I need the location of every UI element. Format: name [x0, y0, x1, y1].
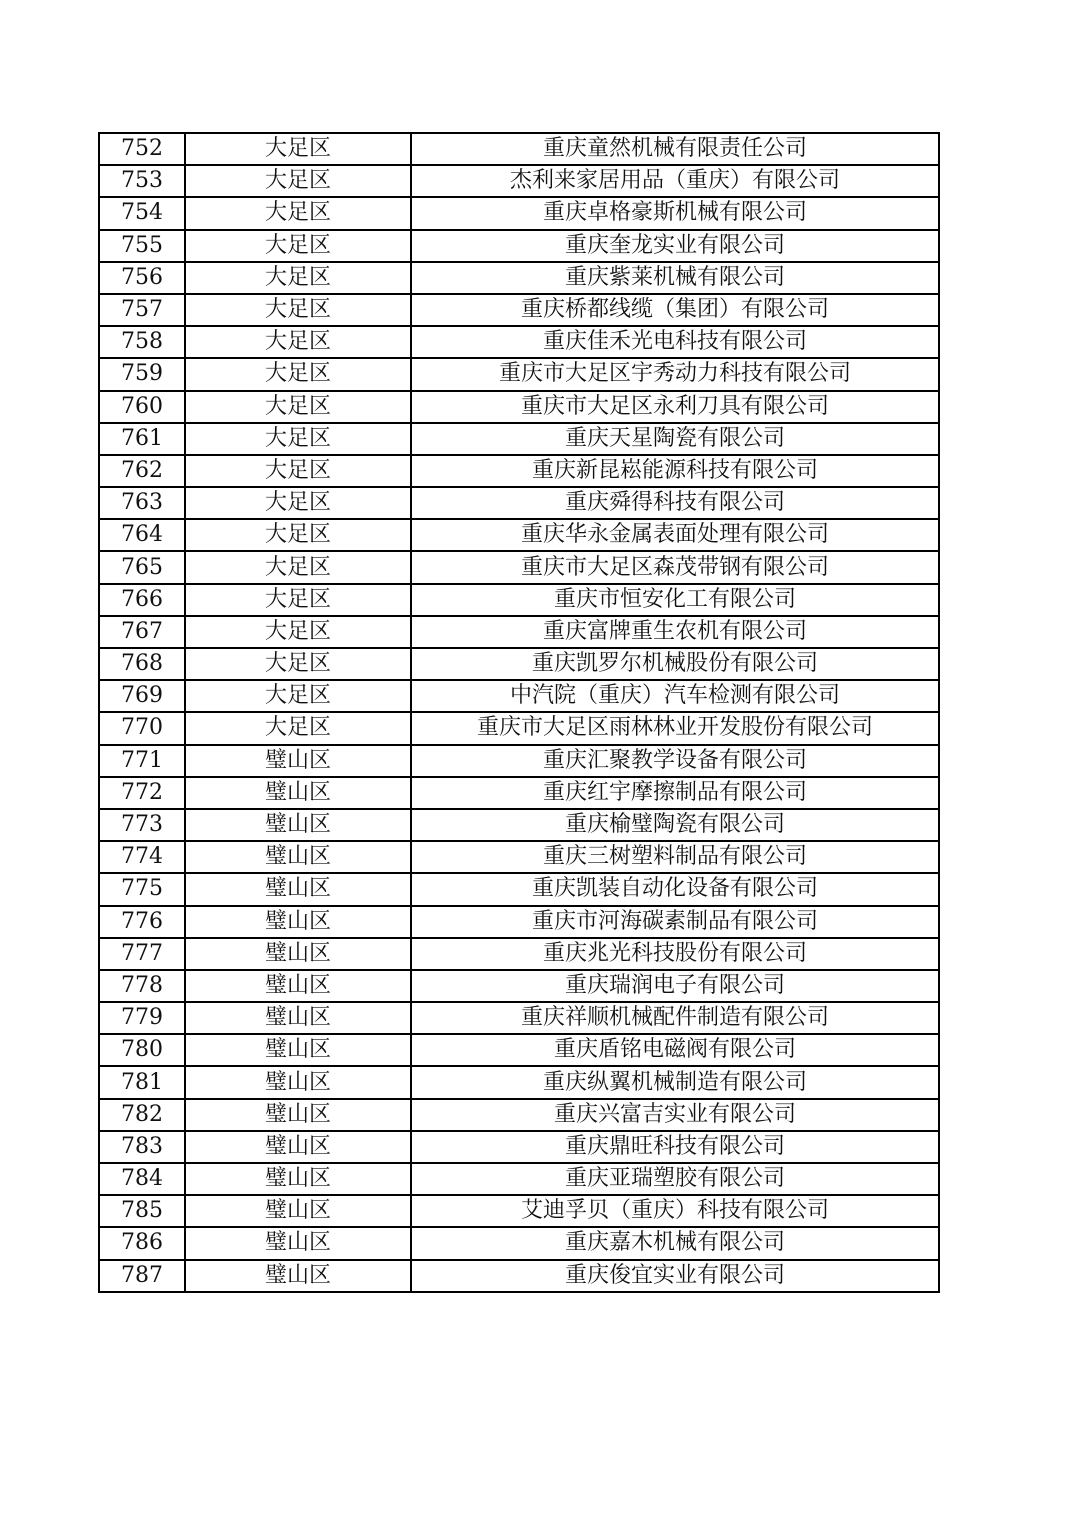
- table-row: [99, 809, 939, 841]
- company-name-cell: 重庆市大足区永利刀具有限公司: [411, 391, 939, 423]
- company-name-cell: 重庆佳禾光电科技有限公司: [411, 326, 939, 358]
- table-row: [99, 906, 939, 938]
- district-cell: 璧山区: [185, 938, 411, 970]
- company-name-cell: 重庆兆光科技股份有限公司: [411, 938, 939, 970]
- table-row: [99, 1163, 939, 1195]
- district-cell: 璧山区: [185, 777, 411, 809]
- table-row: [99, 1260, 939, 1292]
- company-name-cell: 重庆盾铭电磁阀有限公司: [411, 1034, 939, 1066]
- company-name-cell: 重庆红宇摩擦制品有限公司: [411, 777, 939, 809]
- row-number-cell: 778: [99, 970, 185, 1002]
- row-number-cell: 787: [99, 1260, 185, 1292]
- table-row: [99, 197, 939, 229]
- company-name-cell: 重庆凯装自动化设备有限公司: [411, 873, 939, 905]
- district-cell: 璧山区: [185, 745, 411, 777]
- district-cell: 大足区: [185, 197, 411, 229]
- row-number-cell: 779: [99, 1002, 185, 1034]
- district-cell: 大足区: [185, 551, 411, 583]
- company-name-cell: 重庆市恒安化工有限公司: [411, 584, 939, 616]
- table-row: [99, 777, 939, 809]
- district-cell: 大足区: [185, 519, 411, 551]
- company-name-cell: 重庆凯罗尔机械股份有限公司: [411, 648, 939, 680]
- company-name-cell: 重庆祥顺机械配件制造有限公司: [411, 1002, 939, 1034]
- row-number-cell: 785: [99, 1195, 185, 1227]
- company-name-cell: 艾迪孚贝（重庆）科技有限公司: [411, 1195, 939, 1227]
- table-row: [99, 712, 939, 744]
- company-name-cell: 重庆市大足区雨林林业开发股份有限公司: [411, 712, 939, 744]
- row-number-cell: 758: [99, 326, 185, 358]
- table-row: [99, 1099, 939, 1131]
- district-cell: 大足区: [185, 165, 411, 197]
- company-name-cell: 重庆俊宜实业有限公司: [411, 1260, 939, 1292]
- table-row: [99, 873, 939, 905]
- district-cell: 大足区: [185, 680, 411, 712]
- district-cell: 璧山区: [185, 1066, 411, 1098]
- company-name-cell: 中汽院（重庆）汽车检测有限公司: [411, 680, 939, 712]
- district-cell: 璧山区: [185, 873, 411, 905]
- company-name-cell: 重庆汇聚教学设备有限公司: [411, 745, 939, 777]
- table-row: [99, 616, 939, 648]
- district-cell: 大足区: [185, 358, 411, 390]
- company-name-cell: 重庆市大足区宇秀动力科技有限公司: [411, 358, 939, 390]
- row-number-cell: 771: [99, 745, 185, 777]
- district-cell: 璧山区: [185, 1034, 411, 1066]
- district-cell: 大足区: [185, 616, 411, 648]
- district-cell: 大足区: [185, 230, 411, 262]
- row-number-cell: 773: [99, 809, 185, 841]
- row-number-cell: 759: [99, 358, 185, 390]
- row-number-cell: 757: [99, 294, 185, 326]
- row-number-cell: 784: [99, 1163, 185, 1195]
- district-cell: 大足区: [185, 262, 411, 294]
- table-row: [99, 551, 939, 583]
- table-row: [99, 648, 939, 680]
- district-cell: 璧山区: [185, 906, 411, 938]
- company-name-cell: 重庆市大足区森茂带钢有限公司: [411, 551, 939, 583]
- company-name-cell: 重庆市河海碳素制品有限公司: [411, 906, 939, 938]
- table-row: [99, 165, 939, 197]
- company-name-cell: 杰利来家居用品（重庆）有限公司: [411, 165, 939, 197]
- company-name-cell: 重庆富牌重生农机有限公司: [411, 616, 939, 648]
- row-number-cell: 774: [99, 841, 185, 873]
- company-name-cell: 重庆奎龙实业有限公司: [411, 230, 939, 262]
- company-name-cell: 重庆童然机械有限责任公司: [411, 133, 939, 165]
- company-name-cell: 重庆新昆崧能源科技有限公司: [411, 455, 939, 487]
- row-number-cell: 752: [99, 133, 185, 165]
- district-cell: 璧山区: [185, 1260, 411, 1292]
- table-row: [99, 1066, 939, 1098]
- table-row: [99, 841, 939, 873]
- row-number-cell: 762: [99, 455, 185, 487]
- company-name-cell: 重庆舜得科技有限公司: [411, 487, 939, 519]
- company-name-cell: 重庆纵翼机械制造有限公司: [411, 1066, 939, 1098]
- row-number-cell: 780: [99, 1034, 185, 1066]
- table-row: [99, 487, 939, 519]
- row-number-cell: 777: [99, 938, 185, 970]
- district-cell: 大足区: [185, 391, 411, 423]
- row-number-cell: 772: [99, 777, 185, 809]
- company-name-cell: 重庆兴富吉实业有限公司: [411, 1099, 939, 1131]
- district-cell: 大足区: [185, 584, 411, 616]
- table-row: [99, 133, 939, 165]
- district-cell: 大足区: [185, 455, 411, 487]
- table-row: [99, 326, 939, 358]
- row-number-cell: 786: [99, 1227, 185, 1259]
- district-cell: 大足区: [185, 423, 411, 455]
- row-number-cell: 763: [99, 487, 185, 519]
- table-row: [99, 938, 939, 970]
- row-number-cell: 761: [99, 423, 185, 455]
- row-number-cell: 776: [99, 906, 185, 938]
- table-row: [99, 262, 939, 294]
- table-body: [99, 133, 939, 1292]
- table-row: [99, 455, 939, 487]
- row-number-cell: 770: [99, 712, 185, 744]
- district-cell: 璧山区: [185, 1002, 411, 1034]
- company-name-cell: 重庆瑞润电子有限公司: [411, 970, 939, 1002]
- row-number-cell: 781: [99, 1066, 185, 1098]
- district-cell: 璧山区: [185, 1227, 411, 1259]
- table-row: [99, 358, 939, 390]
- district-cell: 大足区: [185, 294, 411, 326]
- table-row: [99, 680, 939, 712]
- row-number-cell: 753: [99, 165, 185, 197]
- district-cell: 璧山区: [185, 809, 411, 841]
- table-row: [99, 1195, 939, 1227]
- row-number-cell: 755: [99, 230, 185, 262]
- district-cell: 璧山区: [185, 1163, 411, 1195]
- company-name-cell: 重庆桥都线缆（集团）有限公司: [411, 294, 939, 326]
- row-number-cell: 754: [99, 197, 185, 229]
- table-row: [99, 745, 939, 777]
- table-row: [99, 584, 939, 616]
- company-name-cell: 重庆华永金属表面处理有限公司: [411, 519, 939, 551]
- district-cell: 璧山区: [185, 1131, 411, 1163]
- district-cell: 大足区: [185, 326, 411, 358]
- table-row: [99, 1034, 939, 1066]
- company-name-cell: 重庆亚瑞塑胶有限公司: [411, 1163, 939, 1195]
- district-cell: 大足区: [185, 648, 411, 680]
- company-name-cell: 重庆鼎旺科技有限公司: [411, 1131, 939, 1163]
- row-number-cell: 764: [99, 519, 185, 551]
- table-row: [99, 423, 939, 455]
- district-cell: 大足区: [185, 487, 411, 519]
- company-name-cell: 重庆嘉木机械有限公司: [411, 1227, 939, 1259]
- row-number-cell: 769: [99, 680, 185, 712]
- table-row: [99, 294, 939, 326]
- row-number-cell: 767: [99, 616, 185, 648]
- company-list-table: [98, 132, 940, 1293]
- table-row: [99, 230, 939, 262]
- company-name-cell: 重庆紫莱机械有限公司: [411, 262, 939, 294]
- row-number-cell: 756: [99, 262, 185, 294]
- row-number-cell: 775: [99, 873, 185, 905]
- district-cell: 璧山区: [185, 1099, 411, 1131]
- district-cell: 大足区: [185, 712, 411, 744]
- district-cell: 璧山区: [185, 1195, 411, 1227]
- table-row: [99, 1227, 939, 1259]
- company-name-cell: 重庆卓格豪斯机械有限公司: [411, 197, 939, 229]
- table-row: [99, 519, 939, 551]
- table-row: [99, 391, 939, 423]
- row-number-cell: 766: [99, 584, 185, 616]
- row-number-cell: 768: [99, 648, 185, 680]
- district-cell: 璧山区: [185, 970, 411, 1002]
- row-number-cell: 765: [99, 551, 185, 583]
- table-row: [99, 1131, 939, 1163]
- table-row: [99, 970, 939, 1002]
- row-number-cell: 760: [99, 391, 185, 423]
- company-name-cell: 重庆天星陶瓷有限公司: [411, 423, 939, 455]
- table-row: [99, 1002, 939, 1034]
- company-name-cell: 重庆三树塑料制品有限公司: [411, 841, 939, 873]
- row-number-cell: 783: [99, 1131, 185, 1163]
- district-cell: 璧山区: [185, 841, 411, 873]
- row-number-cell: 782: [99, 1099, 185, 1131]
- company-name-cell: 重庆榆璧陶瓷有限公司: [411, 809, 939, 841]
- district-cell: 大足区: [185, 133, 411, 165]
